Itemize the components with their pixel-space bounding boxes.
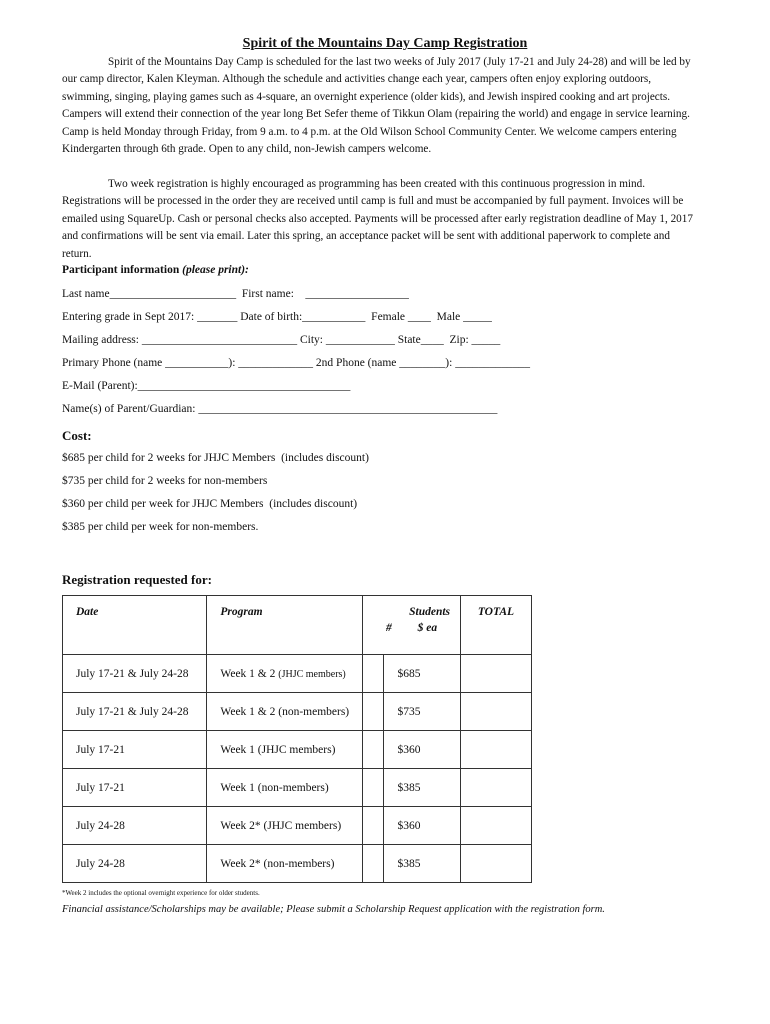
field-phone-line[interactable]: Primary Phone (name ___________): _____________ 2nd Phone (name ________): _____________ — [62, 357, 530, 369]
table-row — [63, 731, 532, 769]
row-program: Week 2* (non-members) — [207, 845, 363, 883]
row-price: $360 — [384, 731, 460, 769]
row-date: July 17-21 — [63, 769, 207, 807]
row-total-input[interactable] — [460, 807, 531, 845]
header-each: $ ea — [417, 622, 438, 634]
field-name-line[interactable]: Last name______________________ First name: __________________ — [62, 288, 409, 300]
row-total-input[interactable] — [460, 769, 531, 807]
row-price: $360 — [384, 807, 460, 845]
row-price: $385 — [384, 769, 460, 807]
row-count-input[interactable] — [363, 693, 384, 731]
row-count-input[interactable] — [363, 769, 384, 807]
table-row — [63, 693, 532, 731]
participant-heading-text: Participant information — [62, 264, 183, 276]
page-title: Spirit of the Mountains Day Camp Registration — [242, 36, 528, 51]
cost-heading: Cost: — [62, 428, 92, 443]
row-price: $735 — [384, 693, 460, 731]
row-total-input[interactable] — [460, 655, 531, 693]
participant-heading-note: (please print): — [182, 264, 249, 276]
table-row — [63, 807, 532, 845]
header-students-label: Students — [409, 606, 451, 618]
registration-table — [62, 595, 532, 883]
intro-text-2: Two week registration is highly encouraged as programming has been created with this continuous progression in mind. Registrations will be processed in the order they are received until camp is full and must be accompanied by full payment. Invoices will be emailed using SquareUp. Cash or personal checks also accepted. Payments will be processed after early registration deadline of May 1, 2017 and confirmations will be sent via email. Later this spring, an acceptance packet will be sent with additional paperwork to complete and return. — [62, 178, 693, 260]
row-total-input[interactable] — [460, 693, 531, 731]
table-row — [63, 655, 532, 693]
cost-item: $685 per child for 2 weeks for JHJC Members (includes discount) — [62, 452, 369, 464]
row-count-input[interactable] — [363, 655, 384, 693]
header-num: # — [386, 622, 392, 634]
participant-heading — [62, 264, 249, 276]
row-total-input[interactable] — [460, 731, 531, 769]
row-count-input[interactable] — [363, 731, 384, 769]
header-students-sub — [363, 622, 460, 634]
row-program: Week 1 (non-members) — [207, 769, 363, 807]
field-grade-dob-line[interactable]: Entering grade in Sept 2017: _______ Date of birth:___________ Female ____ Male _____ — [62, 311, 492, 323]
cost-item: $385 per child per week for non-members. — [62, 521, 259, 533]
registration-heading: Registration requested for: — [62, 572, 212, 587]
table-header-row — [63, 596, 532, 655]
row-program: Week 2* (JHJC members) — [207, 807, 363, 845]
row-program: Week 1 & 2 (non-members) — [207, 693, 363, 731]
table-row — [63, 769, 532, 807]
row-program: Week 1 (JHJC members) — [207, 731, 363, 769]
row-total-input[interactable] — [460, 845, 531, 883]
row-price: $385 — [384, 845, 460, 883]
row-program-small: (JHJC members) — [278, 668, 346, 680]
cost-item: $360 per child per week for JHJC Members (includes discount) — [62, 498, 358, 510]
table-row — [63, 845, 532, 883]
row-count-input[interactable] — [363, 845, 384, 883]
intro-text-1: Spirit of the Mountains Day Camp is scheduled for the last two weeks of July 2017 (July 17-21 and July 24-28) and will be led by our camp director, Kalen Kleyman. Although the schedule and activities change each year, campers often enjoy exploring outdoors, swimming, singing, playing games such as 4-square, an overnight experience (older kids), and Jewish inspired cooking and art projects. Campers will extend their connection of the year long Bet Sefer theme of Tikkun Olam (repairing the world) and engage in service learning. Camp is held Monday through Friday, from 9 a.m. to 4 p.m. at the Old Wilson School Community Center. We welcome campers entering Kindergarten through 6th grade. Open to any child, non-Jewish campers welcome. — [62, 56, 691, 156]
field-address-line[interactable]: Mailing address: ___________________________ City: ____________ State____ Zip: _____ — [62, 334, 501, 346]
row-date: July 17-21 & July 24-28 — [63, 693, 207, 731]
header-students — [363, 596, 461, 655]
financial-assistance-note: Financial assistance/Scholarships may be available; Please submit a Scholarship Request application with the registration form. — [62, 904, 605, 915]
field-guardian-line[interactable]: Name(s) of Parent/Guardian: ____________________________________________________ — [62, 403, 498, 415]
row-count-input[interactable] — [363, 807, 384, 845]
field-email-line[interactable]: E-Mail (Parent):_____________________________________ — [62, 380, 351, 392]
week2-footnote: *Week 2 includes the optional overnight experience for older students. — [62, 889, 260, 897]
header-program: Program — [207, 596, 363, 655]
cost-item: $735 per child for 2 weeks for non-members — [62, 475, 268, 487]
row-date: July 17-21 — [63, 731, 207, 769]
intro-paragraph-1 — [62, 54, 702, 158]
row-date: July 24-28 — [63, 807, 207, 845]
row-date: July 24-28 — [63, 845, 207, 883]
header-total: TOTAL — [460, 596, 531, 655]
intro-paragraph-2 — [62, 176, 702, 263]
row-date: July 17-21 & July 24-28 — [63, 655, 207, 693]
row-program — [207, 655, 363, 693]
row-program-text: Week 1 & 2 — [220, 667, 279, 680]
header-date: Date — [63, 596, 207, 655]
row-price: $685 — [384, 655, 460, 693]
